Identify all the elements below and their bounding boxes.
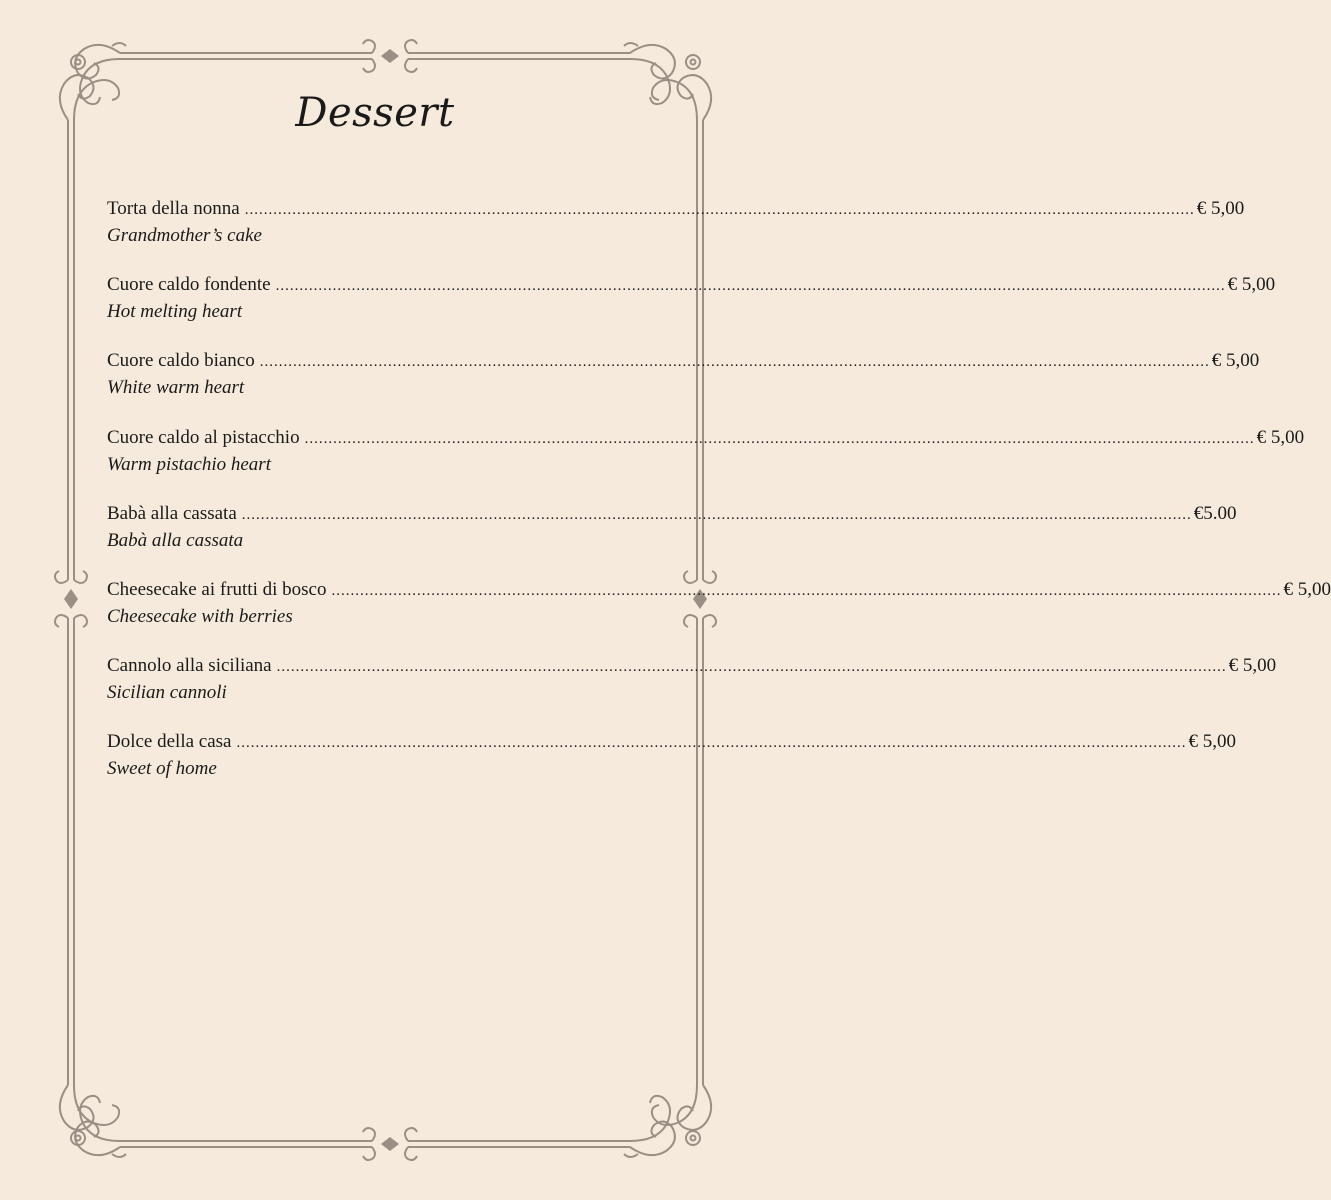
menu-item [107, 653, 1277, 729]
item-name: Dolce della casa [107, 731, 232, 753]
menu-item [107, 501, 1237, 577]
item-name: Cheesecake ai frutti di bosco [107, 578, 327, 600]
menu-item-line [107, 196, 1245, 223]
dot-leader: ........................................................................................................................................................................................................ [259, 354, 1210, 371]
item-translation: Cheesecake with berries [107, 605, 293, 627]
item-name: Cuore caldo fondente [107, 274, 271, 296]
item-price: € 5,00 [1188, 731, 1236, 753]
item-translation: Hot melting heart [107, 301, 243, 323]
item-price: € 5,00 [1211, 350, 1260, 372]
menu-item-line [107, 348, 1260, 375]
menu-item [107, 577, 1331, 653]
dot-leader: ........................................................................................................................................................................................................ [331, 582, 1282, 599]
item-translation: Grandmother’s cake [107, 225, 262, 246]
dot-leader: ........................................................................................................................................................................................................ [304, 430, 1255, 447]
item-price: € 5,00 [1227, 274, 1276, 296]
menu-item-line [107, 729, 1236, 756]
menu-item-line [107, 577, 1331, 604]
item-price: €5.00 [1193, 502, 1237, 524]
item-name: Torta della nonna [107, 198, 240, 219]
dot-leader: ........................................................................................................................................................................................................ [241, 506, 1192, 523]
item-translation: Warm pistachio heart [107, 453, 271, 475]
menu-item [107, 425, 1305, 501]
item-price: € 5,00 [1228, 655, 1277, 677]
item-translation: White warm heart [107, 377, 245, 399]
item-name: Cannolo alla siciliana [107, 655, 272, 677]
menu-item [107, 196, 1245, 272]
dot-leader: ........................................................................................................................................................................................................ [276, 659, 1227, 676]
menu-item [107, 348, 1260, 424]
menu-item [107, 729, 1236, 805]
item-name: Babà alla cassata [107, 502, 237, 524]
menu-item-line [107, 501, 1237, 528]
item-translation: Sicilian cannoli [107, 682, 227, 704]
menu-item [107, 272, 1276, 348]
menu-item-line [107, 425, 1305, 452]
dot-leader: ........................................................................................................................................................................................................ [236, 735, 1187, 752]
menu-item-line [107, 653, 1277, 680]
item-price: € 5,00 [1256, 426, 1305, 448]
item-translation: Sweet of home [107, 758, 217, 780]
item-name: Cuore caldo bianco [107, 350, 255, 372]
dessert-list [107, 196, 1331, 806]
page-title: Dessert [295, 90, 455, 136]
menu-item-line [107, 272, 1276, 299]
item-translation: Babà alla cassata [107, 529, 244, 551]
item-price: € 5,00 [1283, 578, 1331, 600]
item-price: € 5,00 [1196, 198, 1245, 219]
dot-leader: ........................................................................................................................................................................................................ [244, 202, 1195, 218]
item-name: Cuore caldo al pistacchio [107, 426, 300, 448]
dot-leader: ........................................................................................................................................................................................................ [275, 278, 1226, 295]
